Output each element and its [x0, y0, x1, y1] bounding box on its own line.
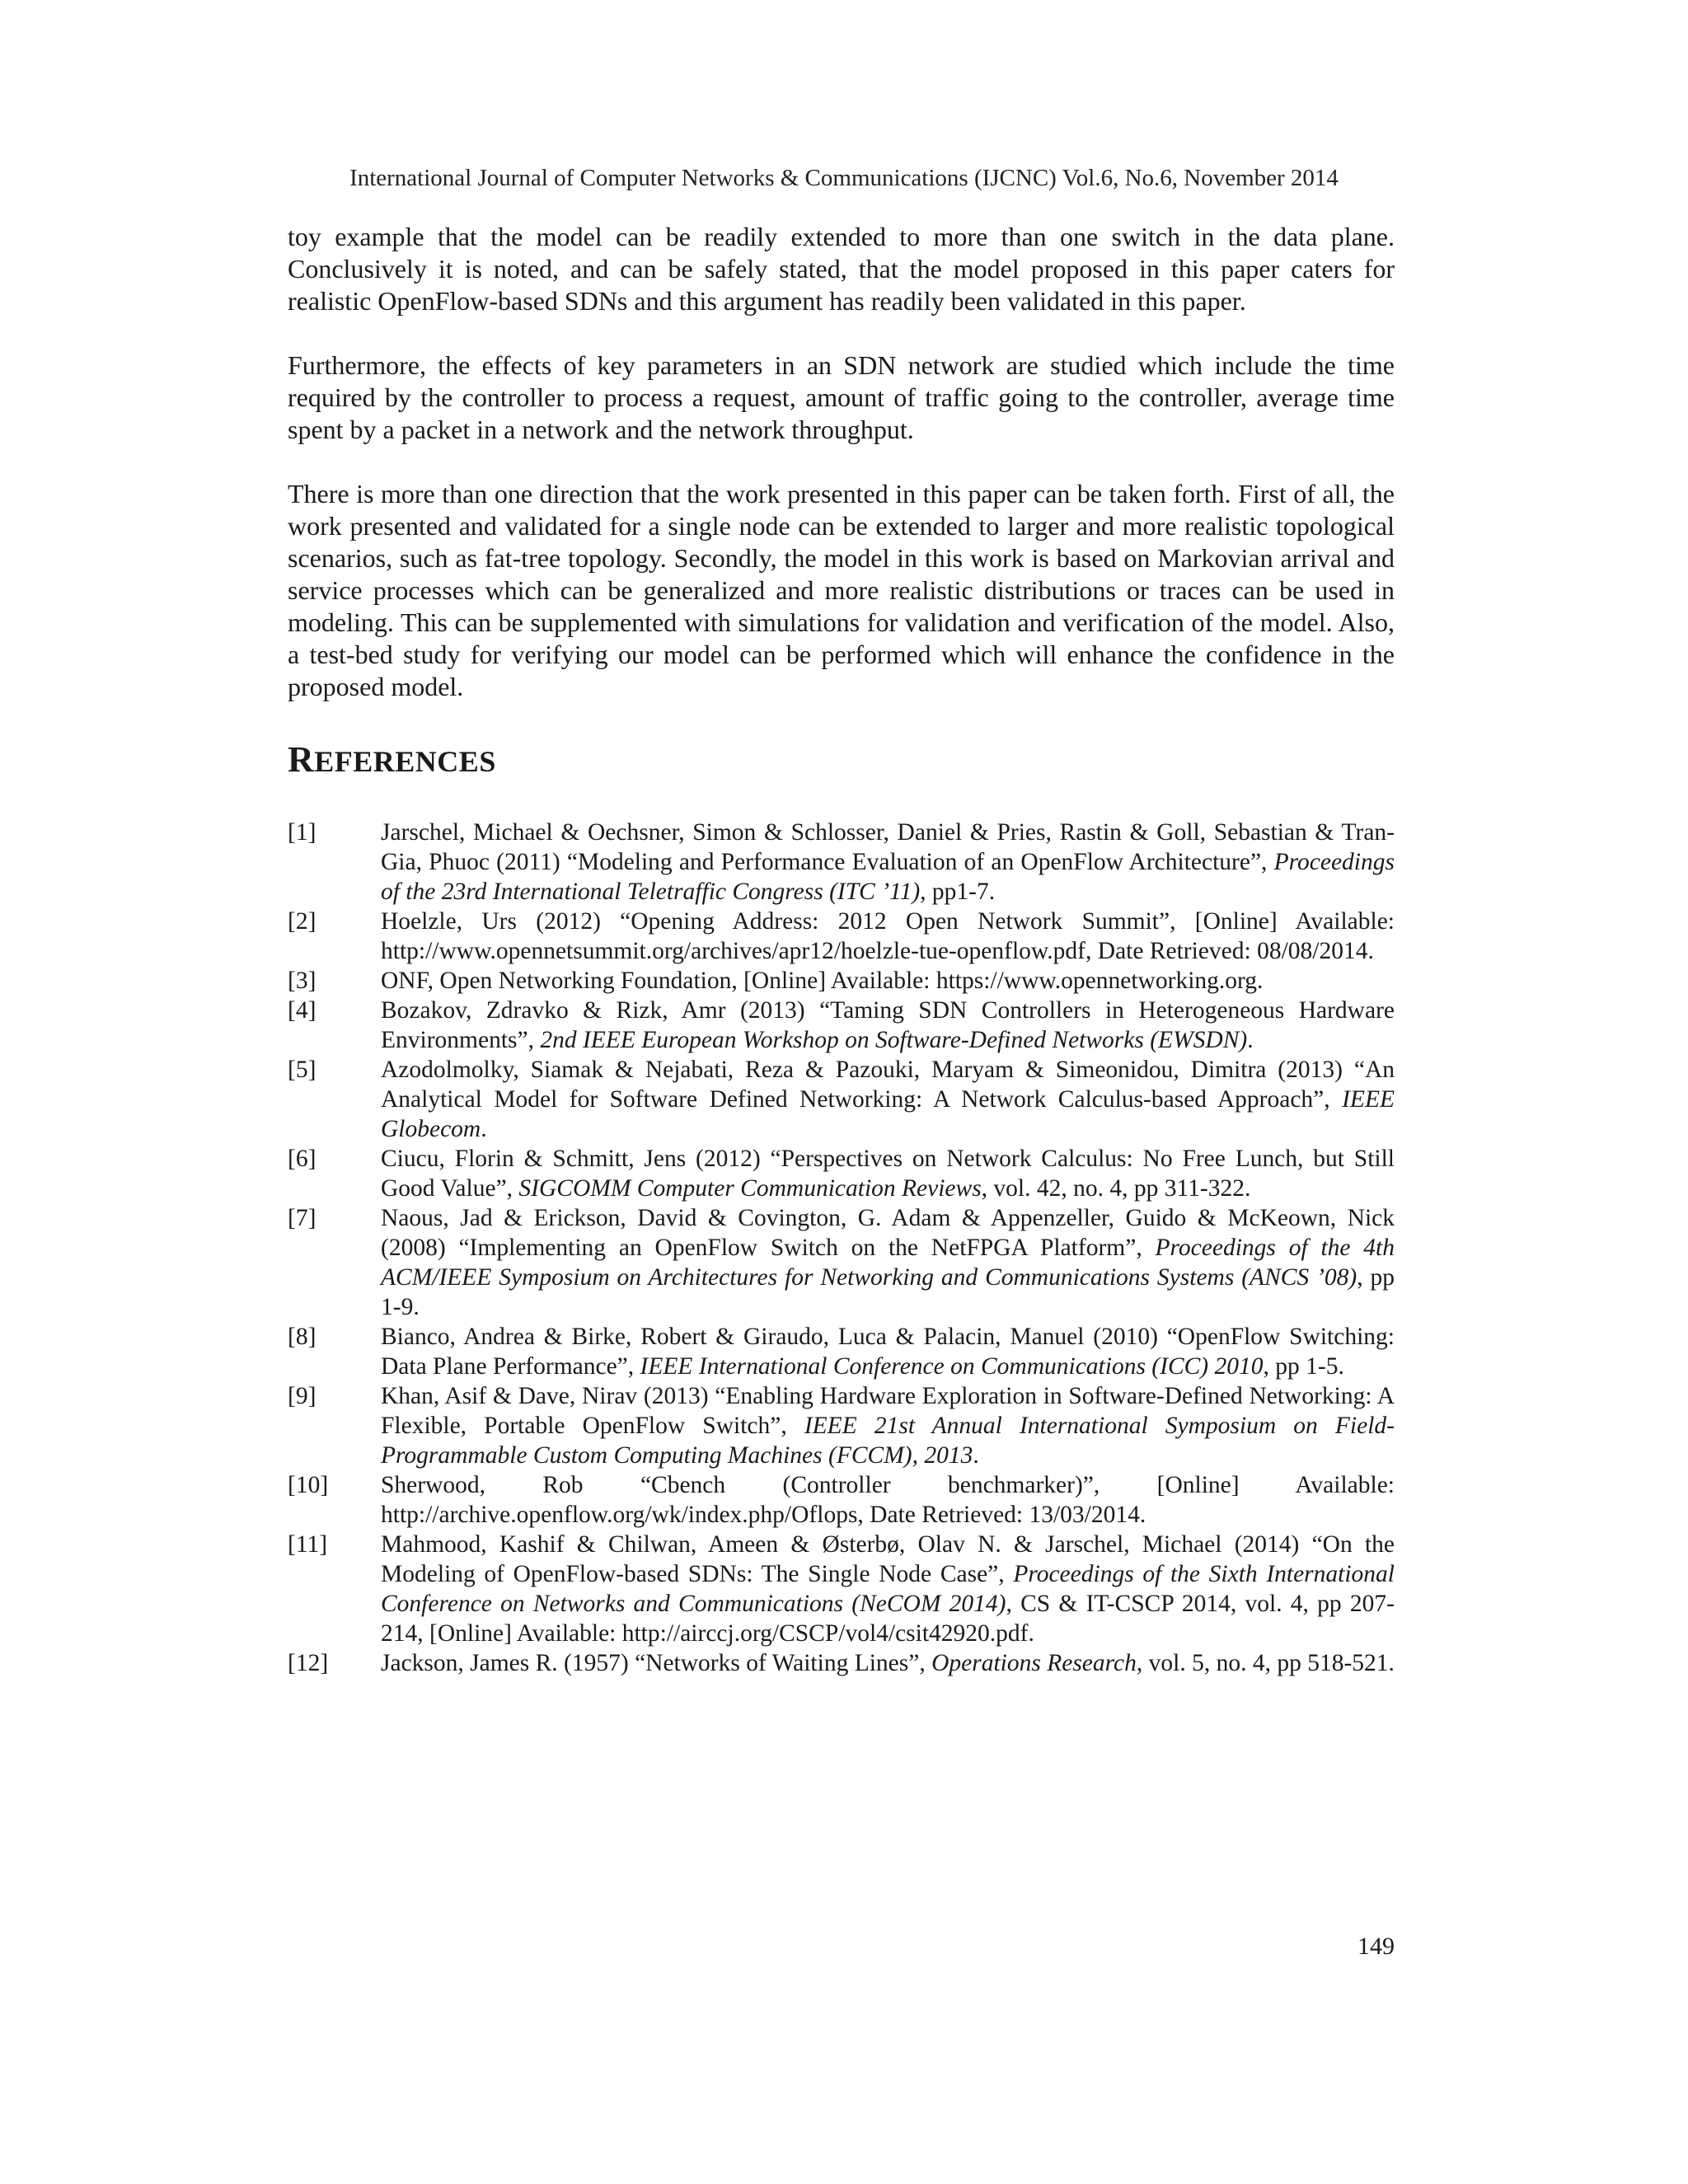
reference-text: Ciucu, Florin & Schmitt, Jens (2012) “Perspectives on Network Calculus: No Free Lunch, but Still Good Value”, SIGCOMM Computer Communication Reviews, vol. 42, no. 4, pp 311-322. [381, 1146, 1395, 1202]
references-heading-rest: EFERENCES [314, 745, 496, 778]
reference-item-1 [288, 818, 1395, 907]
references-list [288, 818, 1395, 1678]
reference-number: [9] [288, 1383, 316, 1409]
reference-text: Mahmood, Kashif & Chilwan, Ameen & Østerbø, Olav N. & Jarschel, Michael (2014) “On the Modeling of OpenFlow-based SDNs: The Single Node Case”, Proceedings of the Sixth International Conference on Networks and Communications (NeCOM 2014), CS & IT-CSCP 2014, vol. 4, pp 207-214, [Online] Available: http://airccj.org/CSCP/vol4/csit42920.pdf. [381, 1531, 1395, 1647]
reference-text: Sherwood, Rob “Cbench (Controller benchmarker)”, [Online] Available: http://archive.openflow.org/wk/index.php/Oflops, Date Retrieved: 13/03/2014. [381, 1472, 1395, 1528]
reference-item-9 [288, 1381, 1395, 1470]
reference-item-8 [288, 1322, 1395, 1381]
reference-number: [3] [288, 968, 316, 994]
running-header: International Journal of Computer Networks & Communications (IJCNC) Vol.6, No.6, November 2014 [349, 165, 1339, 191]
body-paragraph-1: toy example that the model can be readily extended to more than one switch in the data plane. Conclusively it is noted, and can be safely stated, that the model proposed in this paper caters for realistic OpenFlow-based SDNs and this argument has readily been validated in this paper. [288, 222, 1395, 316]
reference-number: [5] [288, 1057, 316, 1083]
reference-item-5 [288, 1055, 1395, 1144]
reference-item-3 [288, 966, 1395, 996]
reference-item-11 [288, 1530, 1395, 1648]
reference-number: [6] [288, 1146, 316, 1172]
reference-text: Khan, Asif & Dave, Nirav (2013) “Enabling Hardware Exploration in Software-Defined Networking: A Flexible, Portable OpenFlow Switch”, IEEE 21st Annual International Symposium on Field-Programmable Custom Computing Machines (FCCM), 2013. [381, 1383, 1395, 1469]
reference-text: ONF, Open Networking Foundation, [Online] Available: https://www.opennetworking.org. [381, 968, 1264, 994]
reference-number: [11] [288, 1531, 328, 1558]
reference-item-10 [288, 1470, 1395, 1530]
reference-number: [10] [288, 1472, 329, 1498]
reference-text: Hoelzle, Urs (2012) “Opening Address: 2012 Open Network Summit”, [Online] Available: http://www.opennetsummit.org/archives/apr12/hoelzle-tue-openflow.pdf, Date Retrieved: 08/08/2014. [381, 908, 1395, 964]
reference-item-2 [288, 907, 1395, 966]
references-heading-initial: R [288, 739, 315, 780]
reference-item-7 [288, 1203, 1395, 1322]
page-number: 149 [1357, 1933, 1395, 1960]
reference-item-12 [288, 1648, 1395, 1678]
reference-text: Jarschel, Michael & Oechsner, Simon & Schlosser, Daniel & Pries, Rastin & Goll, Sebastian & Tran-Gia, Phuoc (2011) “Modeling and Performance Evaluation of an OpenFlow Architecture”, Proceedings of the 23rd International Teletraffic Congress (ITC ’11), pp1-7. [381, 819, 1395, 905]
reference-text: Jackson, James R. (1957) “Networks of Waiting Lines”, Operations Research, vol. 5, no. 4, pp 518-521. [381, 1650, 1395, 1676]
reference-number: [7] [288, 1205, 316, 1231]
reference-text: Bianco, Andrea & Birke, Robert & Giraudo, Luca & Palacin, Manuel (2010) “OpenFlow Switching: Data Plane Performance”, IEEE International Conference on Communications (ICC) 2010, pp 1-5. [381, 1324, 1395, 1380]
reference-text: Azodolmolky, Siamak & Nejabati, Reza & Pazouki, Maryam & Simeonidou, Dimitra (2013) “An Analytical Model for Software Defined Networking: A Network Calculus-based Approach”, IEEE Globecom. [381, 1057, 1395, 1142]
reference-number: [4] [288, 997, 316, 1024]
reference-text: Naous, Jad & Erickson, David & Covington, G. Adam & Appenzeller, Guido & McKeown, Nick (2008) “Implementing an OpenFlow Switch on the NetFPGA Platform”, Proceedings of the 4th ACM/IEEE Symposium on Architectures for Networking and Communications Systems (ANCS ’08), pp 1-9. [381, 1205, 1395, 1320]
body-paragraph-2: Furthermore, the effects of key parameters in an SDN network are studied which include the time required by the controller to process a request, amount of traffic going to the controller, average time spent by a packet in a network and the network throughput. [288, 350, 1395, 444]
page-body [288, 0, 1395, 2184]
reference-item-4 [288, 996, 1395, 1055]
reference-number: [1] [288, 819, 316, 846]
reference-number: [8] [288, 1324, 316, 1350]
references-heading [288, 738, 496, 780]
reference-item-6 [288, 1144, 1395, 1203]
reference-number: [12] [288, 1650, 329, 1676]
body-paragraph-3: There is more than one direction that the work presented in this paper can be taken forth. First of all, the work presented and validated for a single node can be extended to larger and more realistic topological scenarios, such as fat-tree topology. Secondly, the model in this work is based on Markovian arrival and service processes which can be generalized and more realistic distributions or traces can be used in modeling. This can be supplemented with simulations for validation and verification of the model. Also, a test-bed study for verifying our model can be performed which will enhance the confidence in the proposed model. [288, 479, 1395, 701]
reference-text: Bozakov, Zdravko & Rizk, Amr (2013) “Taming SDN Controllers in Heterogeneous Hardware Environments”, 2nd IEEE European Workshop on Software-Defined Networks (EWSDN). [381, 997, 1395, 1053]
reference-number: [2] [288, 908, 316, 935]
